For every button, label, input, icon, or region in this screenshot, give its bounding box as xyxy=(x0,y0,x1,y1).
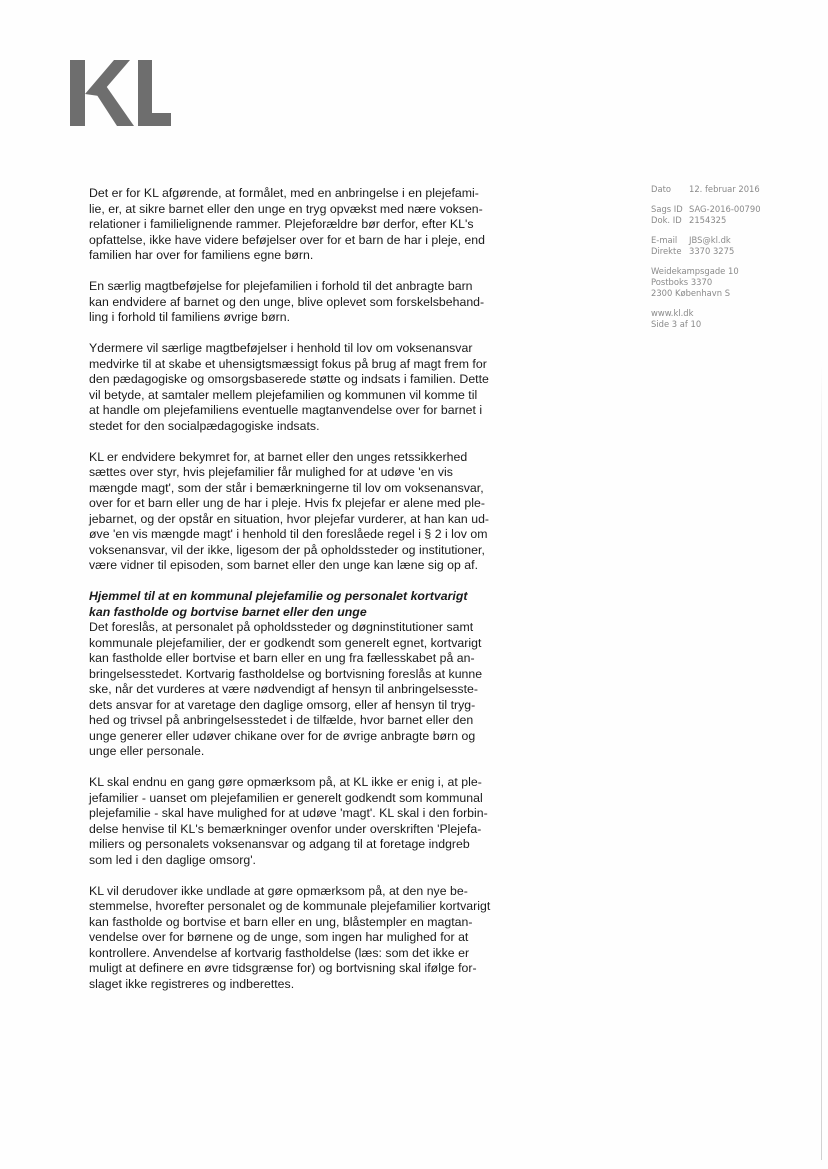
direct-phone-value: 3370 3275 xyxy=(689,246,735,256)
paragraph-3: Ydermere vil særlige magtbeføjelser i henhold til lov om voksenansvar medvirke til at skabe et uhensigtsmæssigt fokus på brug af magt frem for den pædagogiske og omsorgsbaserede støtte og indsats i familien. Dette vil betyde, at samtaler mellem plejefamilien og kommunen vil komme til at handle om plejefamiliens eventuelle magtanvendelse over for barnet i stedet for den socialpædagogiske indsats. xyxy=(89,341,489,433)
date-label: Dato xyxy=(651,184,671,194)
address-city: 2300 København S xyxy=(651,288,731,298)
document-metadata xyxy=(651,184,791,339)
website: www.kl.dk xyxy=(651,308,694,318)
paragraph-6: KL skal endnu en gang gøre opmærksom på, at KL ikke er enig i, at ple- jefamilier - uanset om plejefamilien er generelt godkendt som kommunal plejefamilie - skal have mulighed for at udøve 'magt'. KL skal i den forbin- delse henvise til KL's bemærkninger ovenfor under overskriften 'Plejefa- miliers og personalets voksenansvar og adgang til at foretage indgreb som led i den daglige omsorg'. xyxy=(89,775,488,867)
case-id-row xyxy=(651,204,791,215)
paragraph-1: Det er for KL afgørende, at formålet, med en anbringelse i en plejefami- lie, er, at sikre barnet eller den unge en tryg opvækst med nære voksen- relationer i familielignende rammer. Plejeforældre bør derfor, efter KL's opfattelse, ikke have videre beføjelser over for et barn de har i pleje, end familien har over for familiens egne børn. xyxy=(89,186,485,262)
date-group xyxy=(651,184,791,195)
address-group xyxy=(651,266,791,299)
doc-id-value: 2154325 xyxy=(689,215,727,225)
web-group xyxy=(651,308,791,330)
email-label: E-mail xyxy=(651,235,678,245)
address-pobox: Postboks 3370 xyxy=(651,277,713,287)
section-heading: Hjemmel til at en kommunal plejefamilie og personalet kortvarigt kan fastholde og bortvise barnet eller den unge xyxy=(89,589,468,619)
paragraph-4: KL er endvidere bekymret for, at barnet eller den unges retssikkerhed sættes over styr, hvis plejefamilier får mulighed for at udøve 'en vis mængde magt', som der står i bemærkningerne til lov om voksenansvar, over for et barn eller ung de har i pleje. Hvis fx plejefar er alene med ple- jebarnet, og der opstår en situation, hvor plejefar vurderer, at han kan ud- øve 'en vis mængde magt' i henhold til den foreslåede regel i § 2 i lov om voksenansvar, vil der ikke, ligesom der på opholdssteder og institutioner, være vidner til episoden, som barnet eller den unge kan læne sig op af. xyxy=(89,449,490,572)
scan-edge-line xyxy=(821,360,822,1160)
direct-phone-row xyxy=(651,246,791,257)
date-value: 12. februar 2016 xyxy=(689,184,760,194)
direct-phone-label: Direkte xyxy=(651,246,682,256)
doc-id-label: Dok. ID xyxy=(651,215,682,225)
case-group xyxy=(651,204,791,226)
page-number: Side 3 af 10 xyxy=(651,319,702,329)
doc-id-row xyxy=(651,215,791,226)
email-row xyxy=(651,235,791,246)
address-street: Weidekampsgade 10 xyxy=(651,266,739,276)
kl-logo xyxy=(68,58,173,128)
email-value: JBS@kl.dk xyxy=(689,235,731,245)
kl-logo-mark xyxy=(68,58,173,128)
paragraph-7: KL vil derudover ikke undlade at gøre opmærksom på, at den nye be- stemmelse, hvorefter personalet og de kommunale plejefamilier kortvarigt kan fastholde og bortvise et barn eller en ung, blåstempler en magtan- vendelse over for børnene og de unge, som ingen har mulighed for at kontrollere. Anvendelse af kortvarig fastholdelse (læs: som det ikke er muligt at definere en øvre tidsgrænse for) og bortvisning skal ifølge for- slaget ikke registreres og indberettes. xyxy=(89,883,491,991)
date-row xyxy=(651,184,791,195)
contact-group xyxy=(651,235,791,257)
letter-body xyxy=(89,186,541,992)
case-id-label: Sags ID xyxy=(651,204,683,214)
case-id-value: SAG-2016-00790 xyxy=(689,204,761,214)
paragraph-5: Det foreslås, at personalet på opholdssteder og døgninstitutioner samt kommunale plejefamilier, der er godkendt som generelt egnet, kortvarigt kan fastholde eller bortvise et barn eller en ung fra fællesskabet på an- bringelsesstedet. Kortvarig fastholdelse og bortvisning foreslås at kunne ske, når det vurderes at være nødvendigt af hensyn til anbringelsesste- dets ansvar for at varetage den daglige omsorg, eller af hensyn til tryg- hed og trivsel på anbringelsesstedet i de tilfælde, hvor barnet eller den unge generer eller udøver chikane over for de øvrige anbragte børn og unge eller personale. xyxy=(89,620,483,758)
paragraph-2: En særlig magtbeføjelse for plejefamilien i forhold til det anbragte barn kan endvidere af barnet og den unge, blive oplevet som forskelsbehand- ling i forhold til familiens øvrige børn. xyxy=(89,279,485,324)
